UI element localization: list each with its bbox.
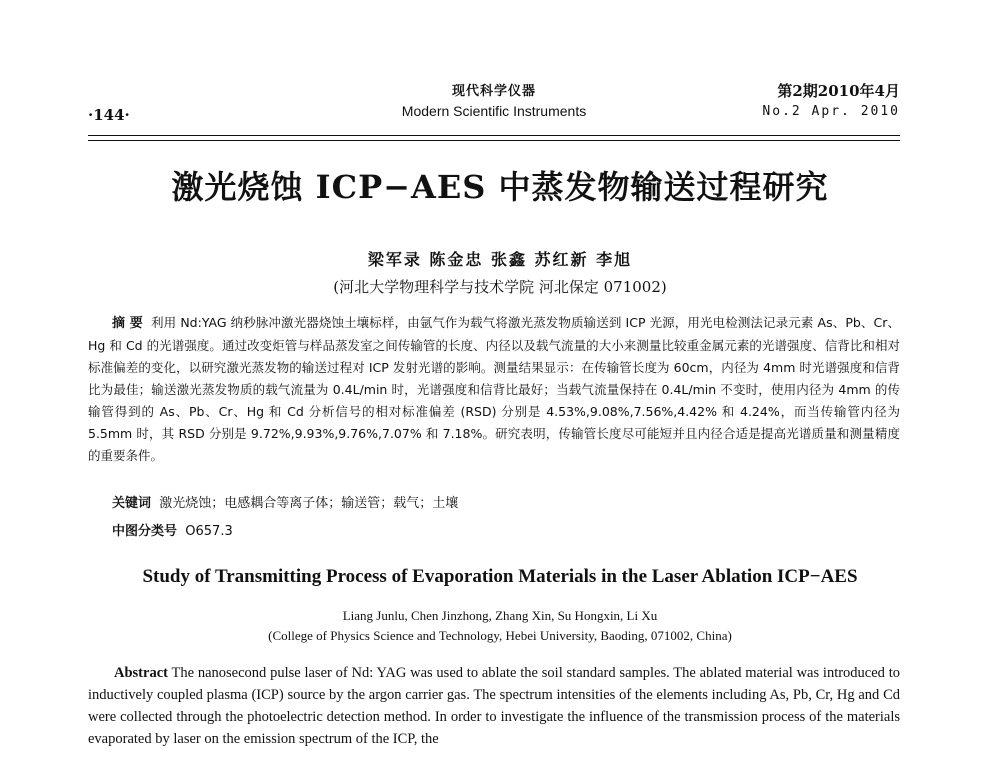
abstract-cn	[88, 312, 900, 467]
abstract-cn-label: 摘 要	[112, 316, 143, 331]
abstract-en-text: The nanosecond pulse laser of Nd: YAG was used to ablate the soil standard samples. The ablated material was introduced to inductively coupled plasma (ICP) source by the argon carrier gas. The spectrum intensities of the elements including As, Pb, Cr, Hg and Cd were collected through the photoelectric detection method. In order to investigate the influence of the transmission process of the materials evaporated by laser on the emission spectrum of the ICP, the	[88, 665, 900, 747]
journal-name-cn: 现代科学仪器	[451, 84, 536, 99]
keywords-label: 关键词	[112, 496, 152, 511]
classification-code: O657.3	[185, 524, 233, 539]
page-header	[88, 80, 900, 142]
keywords-text: 激光烧蚀；电感耦合等离子体；输送管；载气；土壤	[159, 496, 459, 511]
paper-title-cn: 激光烧蚀 ICP−AES 中蒸发物输送过程研究	[171, 168, 829, 206]
issue-info	[762, 80, 900, 119]
abstract-cn-text: 利用 Nd:YAG 纳秒脉冲激光器烧蚀土壤标样，由氩气作为载气将激光蒸发物质输送到 ICP 光源，用光电检测法记录元素 As、Pb、Cr、Hg 和 Cd 的光谱强度。通过改变炬管与样品蒸发室之间传输管的长度、内径以及载气流量的大小来测量比较重金属元素的光谱强度、信背比和相对标准偏差的变化，以研究激光蒸发物的输送过程对 ICP 发射光谱的影响。测量结果显示：在传输管长度为 60cm，内径为 4mm 时光谱强度和信背比为最佳；输送激光蒸发物质的载气流量为 0.4L/min 时，光谱强度和信背比最好；当载气流量保持在 0.4L/min 不变时，使用内径为 4mm 的传输管得到的 As、Pb、Cr、Hg 和 Cd 分析信号的相对标准偏差 (RSD) 分别是 4.53%,9.08%,7.56%,4.42% 和 4.24%，而当传输管内径为 5.5mm 时，其 RSD 分别是 9.72%,9.93%,9.76%,7.07% 和 7.18%。研究表明，传输管长度尽可能短并且内径合适是提高光谱质量和测量精度的重要条件。	[88, 315, 901, 463]
page-number: ·144·	[88, 106, 130, 124]
journal-name-en: Modern Scientific Instruments	[401, 103, 587, 119]
issue-date-en: No.2 Apr. 2010	[762, 104, 900, 119]
header-rule-bottom	[88, 140, 900, 141]
abstract-en	[88, 662, 900, 750]
affiliation-en: (College of Physics Science and Technology, Hebei University, Baoding, 071002, China)	[268, 628, 732, 643]
authors-en: Liang Junlu, Chen Jinzhong, Zhang Xin, Su Hongxin, Li Xu	[342, 608, 658, 623]
authors-cn: 梁军录 陈金忠 张鑫 苏红新 李旭	[367, 250, 633, 269]
issue-date-cn: 第2期2010年4月	[777, 82, 900, 100]
abstract-en-label: Abstract	[114, 665, 168, 681]
classification-label: 中图分类号	[112, 524, 178, 539]
header-rule-top	[88, 135, 900, 136]
affiliation-cn: (河北大学物理科学与技术学院 河北保定 071002)	[333, 278, 667, 296]
classification	[112, 520, 233, 539]
keywords	[112, 492, 458, 511]
paper-title-en: Study of Transmitting Process of Evaporation Materials in the Laser Ablation ICP−AES	[142, 566, 858, 587]
